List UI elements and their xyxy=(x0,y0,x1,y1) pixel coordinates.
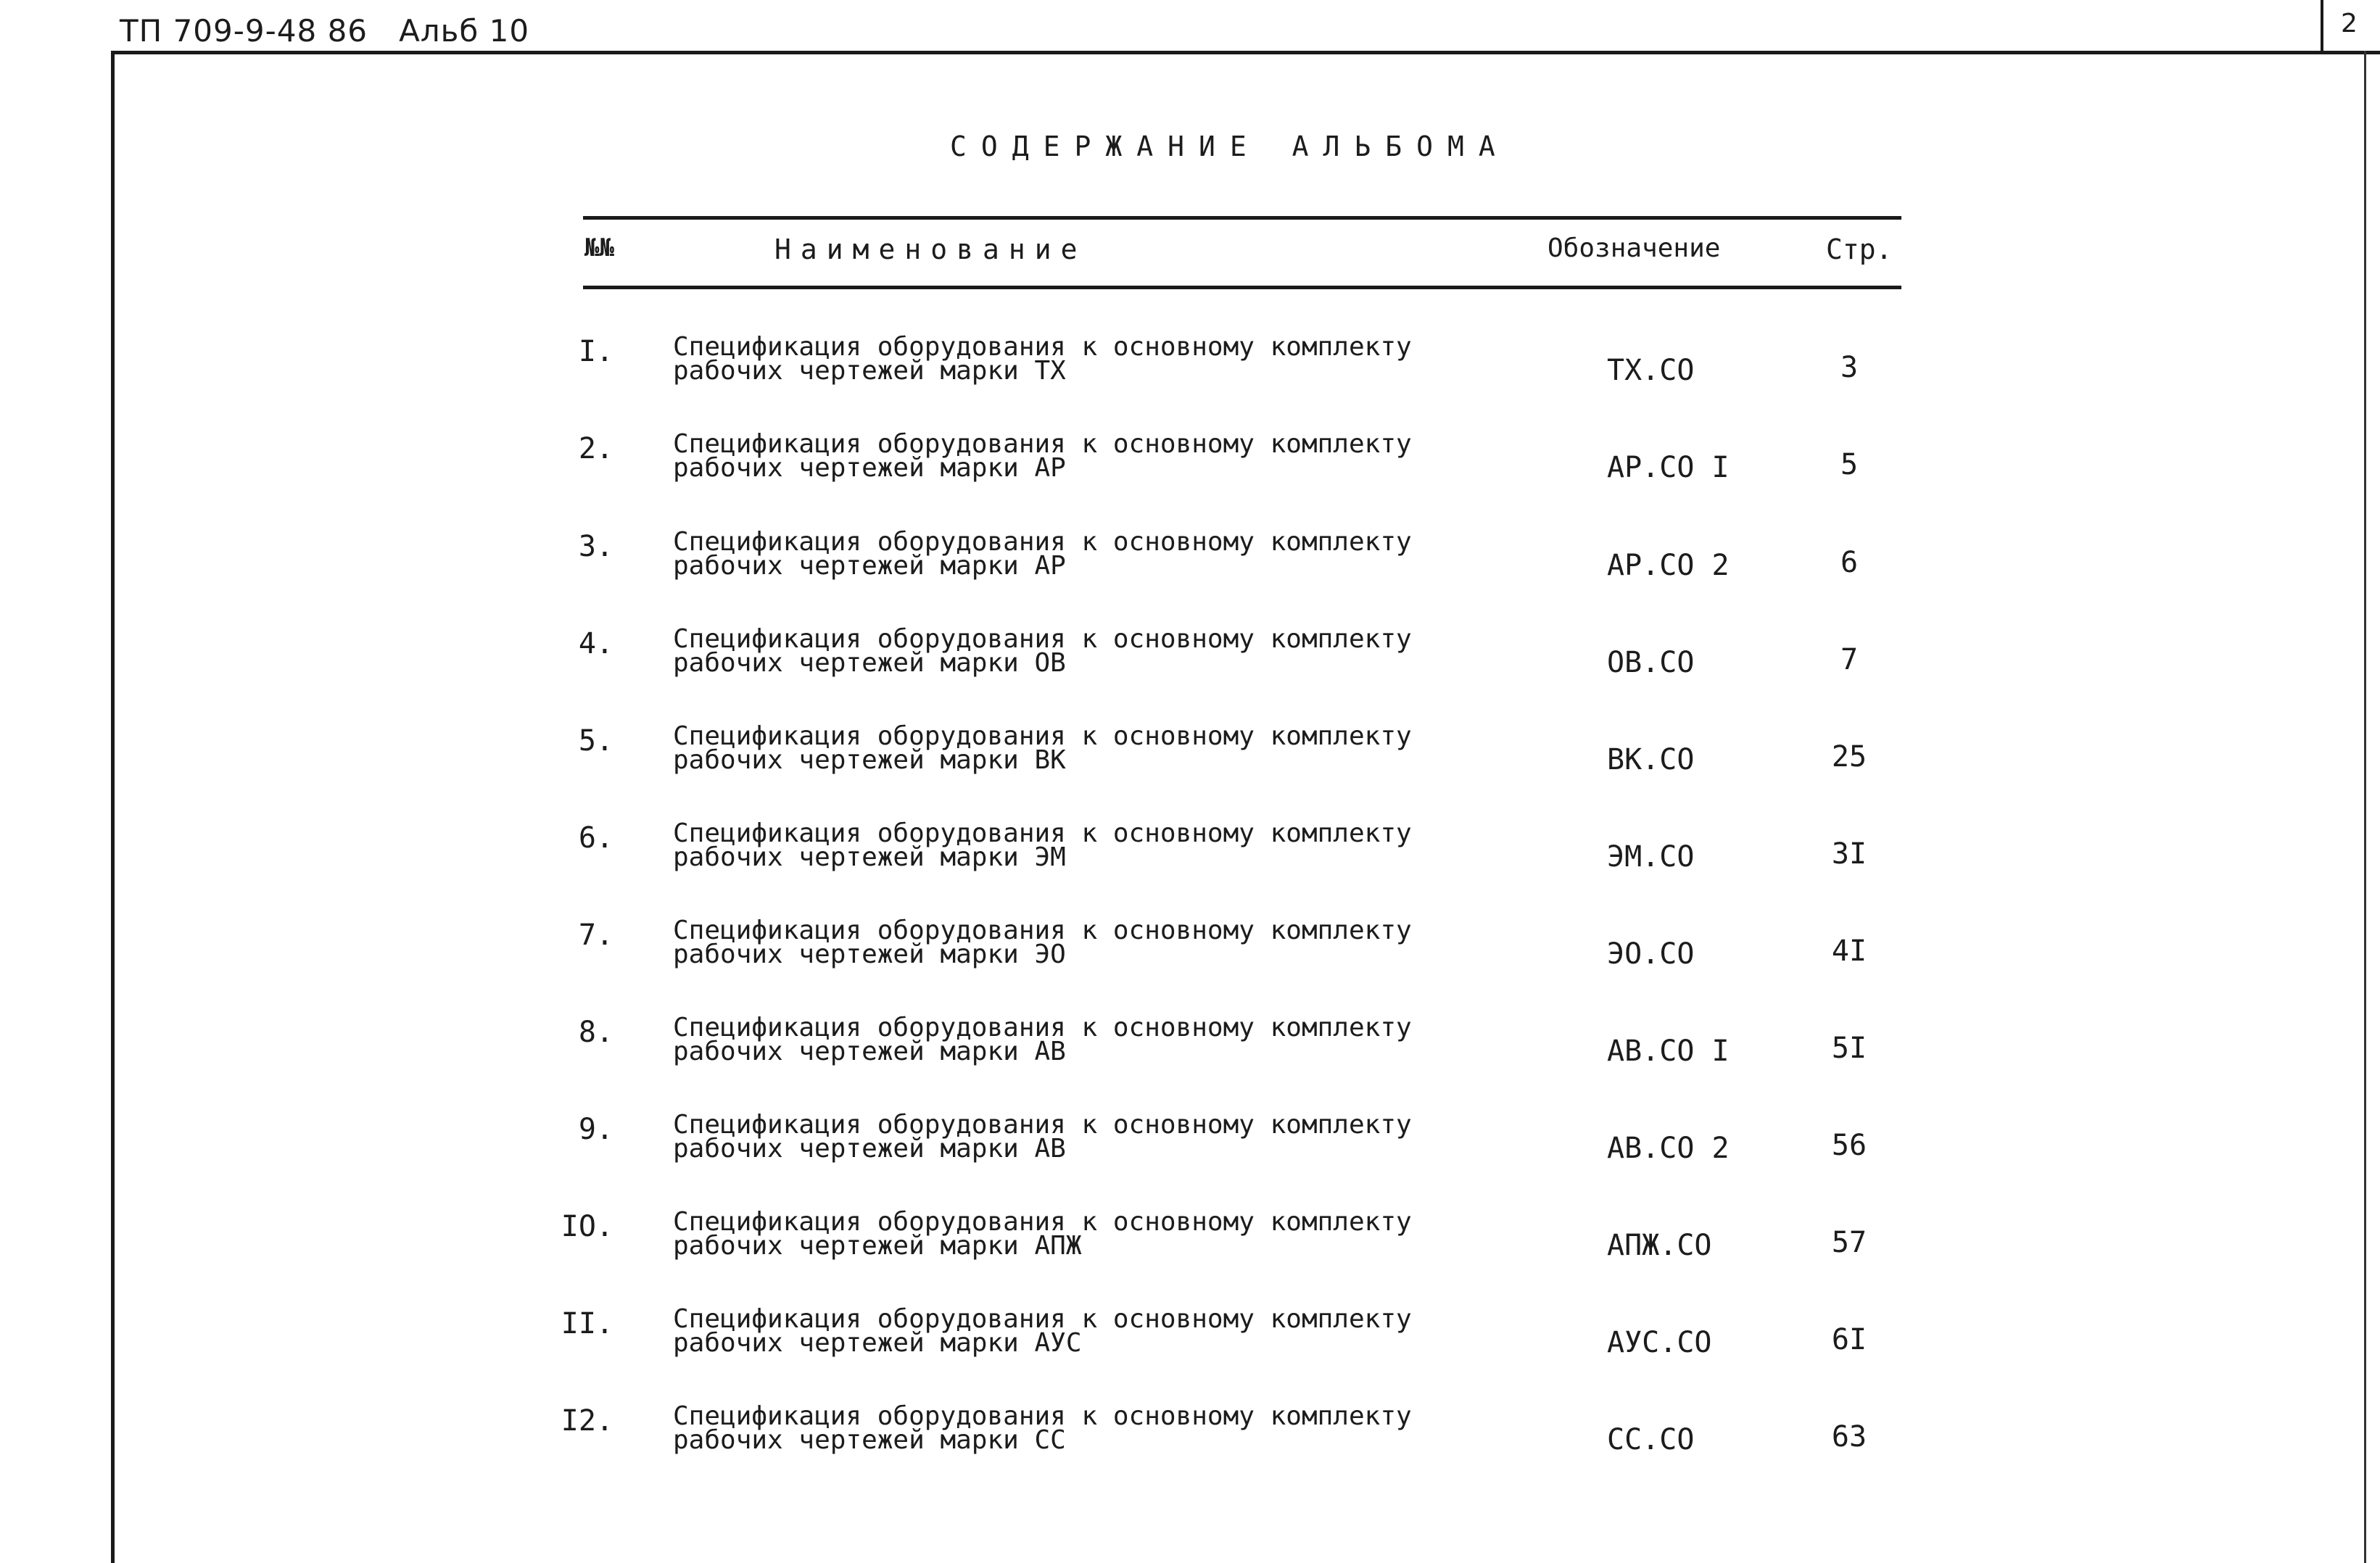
row-title xyxy=(673,1013,1412,1066)
row-title xyxy=(673,1207,1412,1261)
row-designation: АР.СО I xyxy=(1607,451,1730,484)
row-title-line1: Спецификация оборудования к основному комплекту xyxy=(673,1207,1412,1237)
row-title-line2: рабочих чертежей марки АР xyxy=(673,453,1066,483)
row-title-line1: Спецификация оборудования к основному комплекту xyxy=(673,818,1412,848)
row-title-line1: Спецификация оборудования к основному комплекту xyxy=(673,916,1412,945)
row-designation: АВ.СО 2 xyxy=(1607,1132,1730,1165)
row-title xyxy=(673,916,1412,969)
row-title-line1: Спецификация оборудования к основному комплекту xyxy=(673,721,1412,751)
column-header-number: №№ xyxy=(584,233,614,262)
row-number: 8. xyxy=(578,1016,613,1049)
row-page: 3I xyxy=(1831,837,1867,871)
row-designation: АР.СО 2 xyxy=(1607,549,1730,582)
row-title xyxy=(673,527,1412,581)
row-number: I. xyxy=(578,335,613,368)
page-number: 2 xyxy=(2341,9,2358,38)
row-title-line2: рабочих чертежей марки ЭМ xyxy=(673,842,1066,872)
column-header-designation: Обозначение xyxy=(1548,233,1721,263)
row-number: 2. xyxy=(578,432,613,465)
row-title-line2: рабочих чертежей марки ВК xyxy=(673,745,1066,775)
row-page: 6 xyxy=(1840,546,1859,579)
row-title-line1: Спецификация оборудования к основному комплекту xyxy=(673,1304,1412,1334)
table-row xyxy=(0,1304,2380,1404)
row-title-line2: рабочих чертежей марки АПЖ xyxy=(673,1231,1082,1261)
row-title-line2: рабочих чертежей марки СС xyxy=(673,1425,1066,1455)
row-number: I2. xyxy=(561,1404,613,1438)
table-row xyxy=(0,1110,2380,1210)
table-row xyxy=(0,332,2380,432)
row-page: 6I xyxy=(1831,1323,1867,1356)
row-title-line2: рабочих чертежей марки АВ xyxy=(673,1037,1066,1066)
row-title xyxy=(673,1110,1412,1164)
row-title-line2: рабочих чертежей марки АУС xyxy=(673,1328,1082,1358)
row-number: 3. xyxy=(578,530,613,563)
row-title-line2: рабочих чертежей марки ТХ xyxy=(673,356,1066,386)
row-title xyxy=(673,1304,1412,1358)
table-row xyxy=(0,1013,2380,1113)
row-title xyxy=(673,429,1412,483)
row-title-line1: Спецификация оборудования к основному комплекту xyxy=(673,332,1412,362)
row-title-line1: Спецификация оборудования к основному комплекту xyxy=(673,1401,1412,1431)
table-row xyxy=(0,624,2380,724)
row-page: 7 xyxy=(1840,643,1859,676)
row-number: 5. xyxy=(578,724,613,758)
row-title xyxy=(673,1401,1412,1455)
column-header-name: Наименование xyxy=(774,233,1087,265)
row-page: 5I xyxy=(1831,1032,1867,1065)
table-row xyxy=(0,429,2380,529)
row-title-line2: рабочих чертежей марки ОВ xyxy=(673,648,1066,678)
row-title xyxy=(673,721,1412,775)
row-title-line1: Спецификация оборудования к основному комплекту xyxy=(673,527,1412,557)
column-header-page: Стр. xyxy=(1826,233,1893,265)
table-row xyxy=(0,1401,2380,1501)
row-designation: АВ.СО I xyxy=(1607,1035,1730,1068)
row-title-line2: рабочих чертежей марки АВ xyxy=(673,1134,1066,1164)
row-page: 63 xyxy=(1831,1420,1867,1454)
row-title-line1: Спецификация оборудования к основному комплекту xyxy=(673,1110,1412,1140)
page-title: СОДЕРЖАНИЕ АЛЬБОМА xyxy=(950,130,1510,162)
table-row xyxy=(0,721,2380,821)
row-number: IO. xyxy=(561,1210,613,1243)
row-title-line1: Спецификация оборудования к основному комплекту xyxy=(673,624,1412,654)
row-page: 57 xyxy=(1831,1226,1867,1259)
row-title-line2: рабочих чертежей марки ЭО xyxy=(673,940,1066,969)
row-page: 56 xyxy=(1831,1129,1867,1162)
row-page: 25 xyxy=(1831,740,1867,774)
row-designation: АУС.СО xyxy=(1607,1326,1712,1359)
row-number: II. xyxy=(561,1307,613,1340)
row-number: 9. xyxy=(578,1113,613,1146)
document-code: ТП 709-9-48 86 Альб 10 xyxy=(120,13,530,49)
row-title-line1: Спецификация оборудования к основному комплекту xyxy=(673,1013,1412,1042)
row-number: 4. xyxy=(578,627,613,660)
row-designation: ЭМ.СО xyxy=(1607,840,1695,874)
row-title-line1: Спецификация оборудования к основному комплекту xyxy=(673,429,1412,459)
row-designation: ВК.СО xyxy=(1607,743,1695,776)
row-designation: АПЖ.СО xyxy=(1607,1229,1712,1262)
row-page: 4I xyxy=(1831,934,1867,968)
row-number: 7. xyxy=(578,919,613,952)
row-page: 5 xyxy=(1840,448,1859,481)
table-row xyxy=(0,527,2380,627)
row-designation: ОВ.СО xyxy=(1607,646,1695,679)
row-title xyxy=(673,332,1412,386)
table-row xyxy=(0,916,2380,1016)
table-row xyxy=(0,1207,2380,1307)
row-title xyxy=(673,818,1412,872)
row-designation: ТХ.СО xyxy=(1607,354,1695,387)
table-row xyxy=(0,818,2380,919)
row-title xyxy=(673,624,1412,678)
row-page: 3 xyxy=(1840,351,1859,384)
row-title-line2: рабочих чертежей марки АР xyxy=(673,551,1066,581)
row-designation: ЭО.СО xyxy=(1607,937,1695,971)
row-number: 6. xyxy=(578,821,613,855)
row-designation: СС.СО xyxy=(1607,1423,1695,1456)
